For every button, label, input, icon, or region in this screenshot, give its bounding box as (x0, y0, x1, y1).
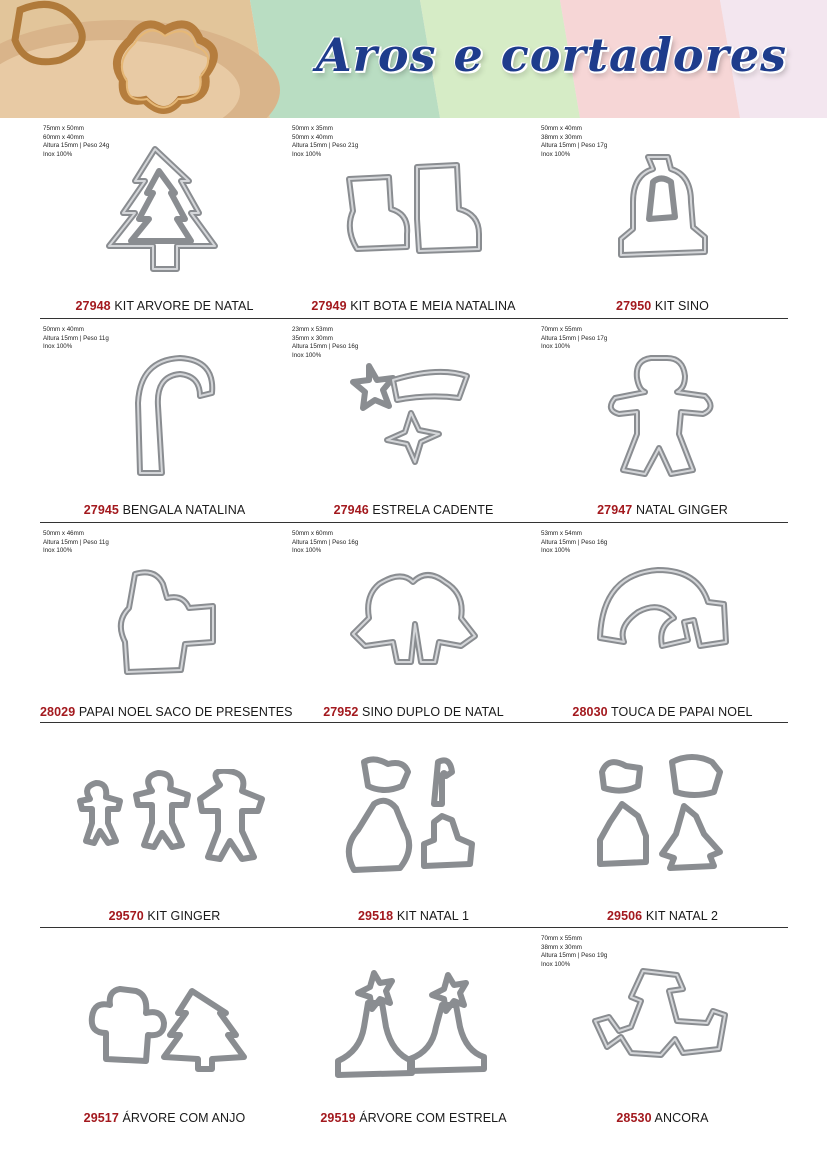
product-code: 27949 (311, 299, 347, 313)
product-name: ESTRELA CADENTE (372, 503, 494, 517)
santa-hat-cutter-icon (538, 556, 787, 666)
product-29517[interactable] (40, 929, 289, 1129)
product-code: 29518 (357, 909, 394, 923)
bell-cutter-icon (538, 147, 787, 272)
product-name: KIT NATAL 1 (396, 909, 470, 923)
product-code: 29517 (83, 1111, 119, 1125)
product-specs: 50mm x 40mm Altura 15mm | Peso 11g Inox 100% (43, 326, 109, 350)
product-name: NATAL GINGER (635, 503, 728, 517)
product-name: KIT BOTA E MEIA NATALINA (350, 299, 516, 313)
product-name: KIT ARVORE DE NATAL (114, 299, 254, 313)
product-name: ÁRVORE COM ESTRELA (359, 1111, 507, 1125)
product-specs: 75mm x 50mm 60mm x 40mm Altura 15mm | Peso 24g Inox 100% (43, 125, 110, 158)
gingerbread-cutter-icon (538, 350, 787, 485)
product-27945[interactable] (40, 320, 289, 522)
product-27952[interactable] (289, 524, 538, 722)
product-code: 27950 (616, 299, 652, 313)
header-banner (0, 0, 827, 118)
product-label (289, 705, 538, 719)
product-code: 27945 (83, 503, 119, 517)
christmas-tree-cutter-icon (40, 141, 289, 276)
product-label (538, 299, 787, 313)
product-label (40, 503, 289, 517)
page-title: Aros e cortadores (315, 28, 787, 82)
product-specs: 50mm x 46mm Altura 15mm | Peso 11g Inox 100% (43, 530, 109, 554)
product-label (40, 909, 289, 923)
product-29570[interactable] (40, 724, 289, 927)
santa-sack-cutter-icon (40, 562, 289, 682)
product-label (289, 909, 538, 923)
product-code: 27947 (597, 503, 633, 517)
product-name: PAPAI NOEL SACO DE PRESENTES (78, 705, 293, 719)
christmas-set-1-cutter-icon (289, 752, 538, 882)
product-27948[interactable] (40, 119, 289, 318)
product-28029[interactable] (40, 524, 293, 722)
double-bell-cutter-icon (289, 562, 538, 672)
product-code: 27952 (323, 705, 359, 719)
product-label (40, 705, 293, 719)
product-28530[interactable] (538, 929, 787, 1129)
product-row-3 (40, 524, 788, 722)
anchor-cutter-icon (538, 961, 787, 1081)
product-label (538, 909, 787, 923)
product-code: 29570 (108, 909, 144, 923)
product-name: TOUCA DE PAPAI NOEL (611, 705, 753, 719)
product-name: ÁRVORE COM ANJO (122, 1111, 246, 1125)
product-specs: 23mm x 53mm 35mm x 30mm Altura 15mm | Peso 16g Inox 100% (292, 326, 359, 359)
product-specs: 70mm x 55mm 38mm x 30mm Altura 15mm | Peso 19g Inox 100% (541, 935, 608, 968)
product-code: 29506 (606, 909, 643, 923)
tree-star-cutter-icon (289, 965, 538, 1080)
product-specs: 70mm x 55mm Altura 15mm | Peso 17g Inox 100% (541, 326, 608, 350)
product-27949[interactable] (289, 119, 538, 318)
shooting-star-cutter-icon (289, 358, 538, 468)
row-divider (40, 522, 788, 523)
product-label (40, 299, 289, 313)
product-name: BENGALA NATALINA (122, 503, 246, 517)
tree-angel-cutter-icon (40, 977, 289, 1077)
product-specs: 50mm x 40mm 38mm x 30mm Altura 15mm | Peso 17g Inox 100% (541, 125, 608, 158)
product-row-4 (40, 724, 788, 927)
row-divider (40, 318, 788, 319)
product-specs: 53mm x 54mm Altura 15mm | Peso 16g Inox 100% (541, 530, 608, 554)
product-name: ANCORA (654, 1111, 709, 1125)
gingerbread-set-cutter-icon (40, 769, 289, 869)
product-code: 28530 (616, 1111, 652, 1125)
candy-cane-cutter-icon (40, 348, 289, 483)
product-name: KIT SINO (654, 299, 709, 313)
product-label (289, 1111, 538, 1125)
product-name: SINO DUPLO DE NATAL (362, 705, 504, 719)
row-divider (40, 927, 788, 928)
product-label (289, 503, 538, 517)
product-29506[interactable] (538, 724, 787, 927)
product-label (289, 299, 538, 313)
product-name: KIT GINGER (147, 909, 221, 923)
row-divider (40, 722, 788, 723)
product-specs: 50mm x 35mm 50mm x 40mm Altura 15mm | Peso 21g Inox 100% (292, 125, 359, 158)
product-code: 28029 (40, 705, 76, 719)
product-label (538, 503, 787, 517)
product-specs: 50mm x 60mm Altura 15mm | Peso 16g Inox 100% (292, 530, 359, 554)
product-name: KIT NATAL 2 (645, 909, 719, 923)
christmas-set-2-cutter-icon (538, 750, 787, 885)
product-27950[interactable] (538, 119, 787, 318)
product-row-5 (40, 929, 788, 1129)
product-label (538, 705, 787, 719)
product-27947[interactable] (538, 320, 787, 522)
product-code: 27946 (333, 503, 369, 517)
product-29519[interactable] (289, 929, 538, 1129)
product-label (538, 1111, 787, 1125)
product-27946[interactable] (289, 320, 538, 522)
product-row-1 (40, 119, 788, 318)
product-code: 27948 (75, 299, 111, 313)
product-code: 28030 (572, 705, 608, 719)
boot-stocking-cutter-icon (289, 159, 538, 269)
product-label (40, 1111, 289, 1125)
product-row-2 (40, 320, 788, 522)
product-code: 29519 (320, 1111, 356, 1125)
product-29518[interactable] (289, 724, 538, 927)
product-28030[interactable] (538, 524, 787, 722)
